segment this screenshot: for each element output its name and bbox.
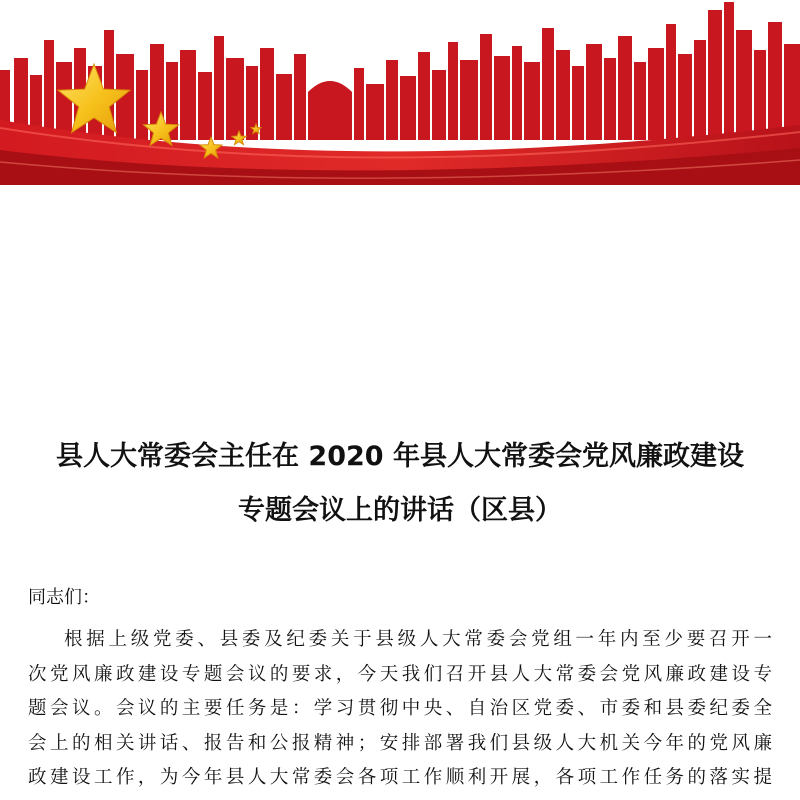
title-line-2: 专题会议上的讲话（区县） [238, 495, 562, 526]
paragraph-line-3: 题会议。会议的主要任务是：学习贯彻中央、自治区党委、市委和县委纪委全 [28, 698, 772, 719]
paragraph-line-5: 政建设工作，为今年县人大常委会各项工作顺利开展，各项工作任务的落实提 [28, 767, 772, 788]
body-paragraph [28, 623, 772, 796]
paragraph-line-4: 会上的相关讲话、报告和公报精神；安排部署我们县级人大机关今年的党风廉 [28, 732, 772, 754]
header-banner [0, 0, 800, 185]
salutation: 同志们： [28, 587, 100, 608]
title-line-1: 县人大常委会主任在 2020 年县人大常委会党风廉政建设 [56, 441, 744, 472]
document-title [0, 430, 800, 538]
city-skyline-icon [0, 2, 800, 140]
paragraph-line-1: 根据上级党委、县委及纪委关于县级人大常委会党组一年内至少要召开一 [64, 629, 772, 650]
paragraph-line-2: 次党风廉政建设专题会议的要求，今天我们召开县人大常委会党风廉政建设专 [28, 663, 772, 685]
